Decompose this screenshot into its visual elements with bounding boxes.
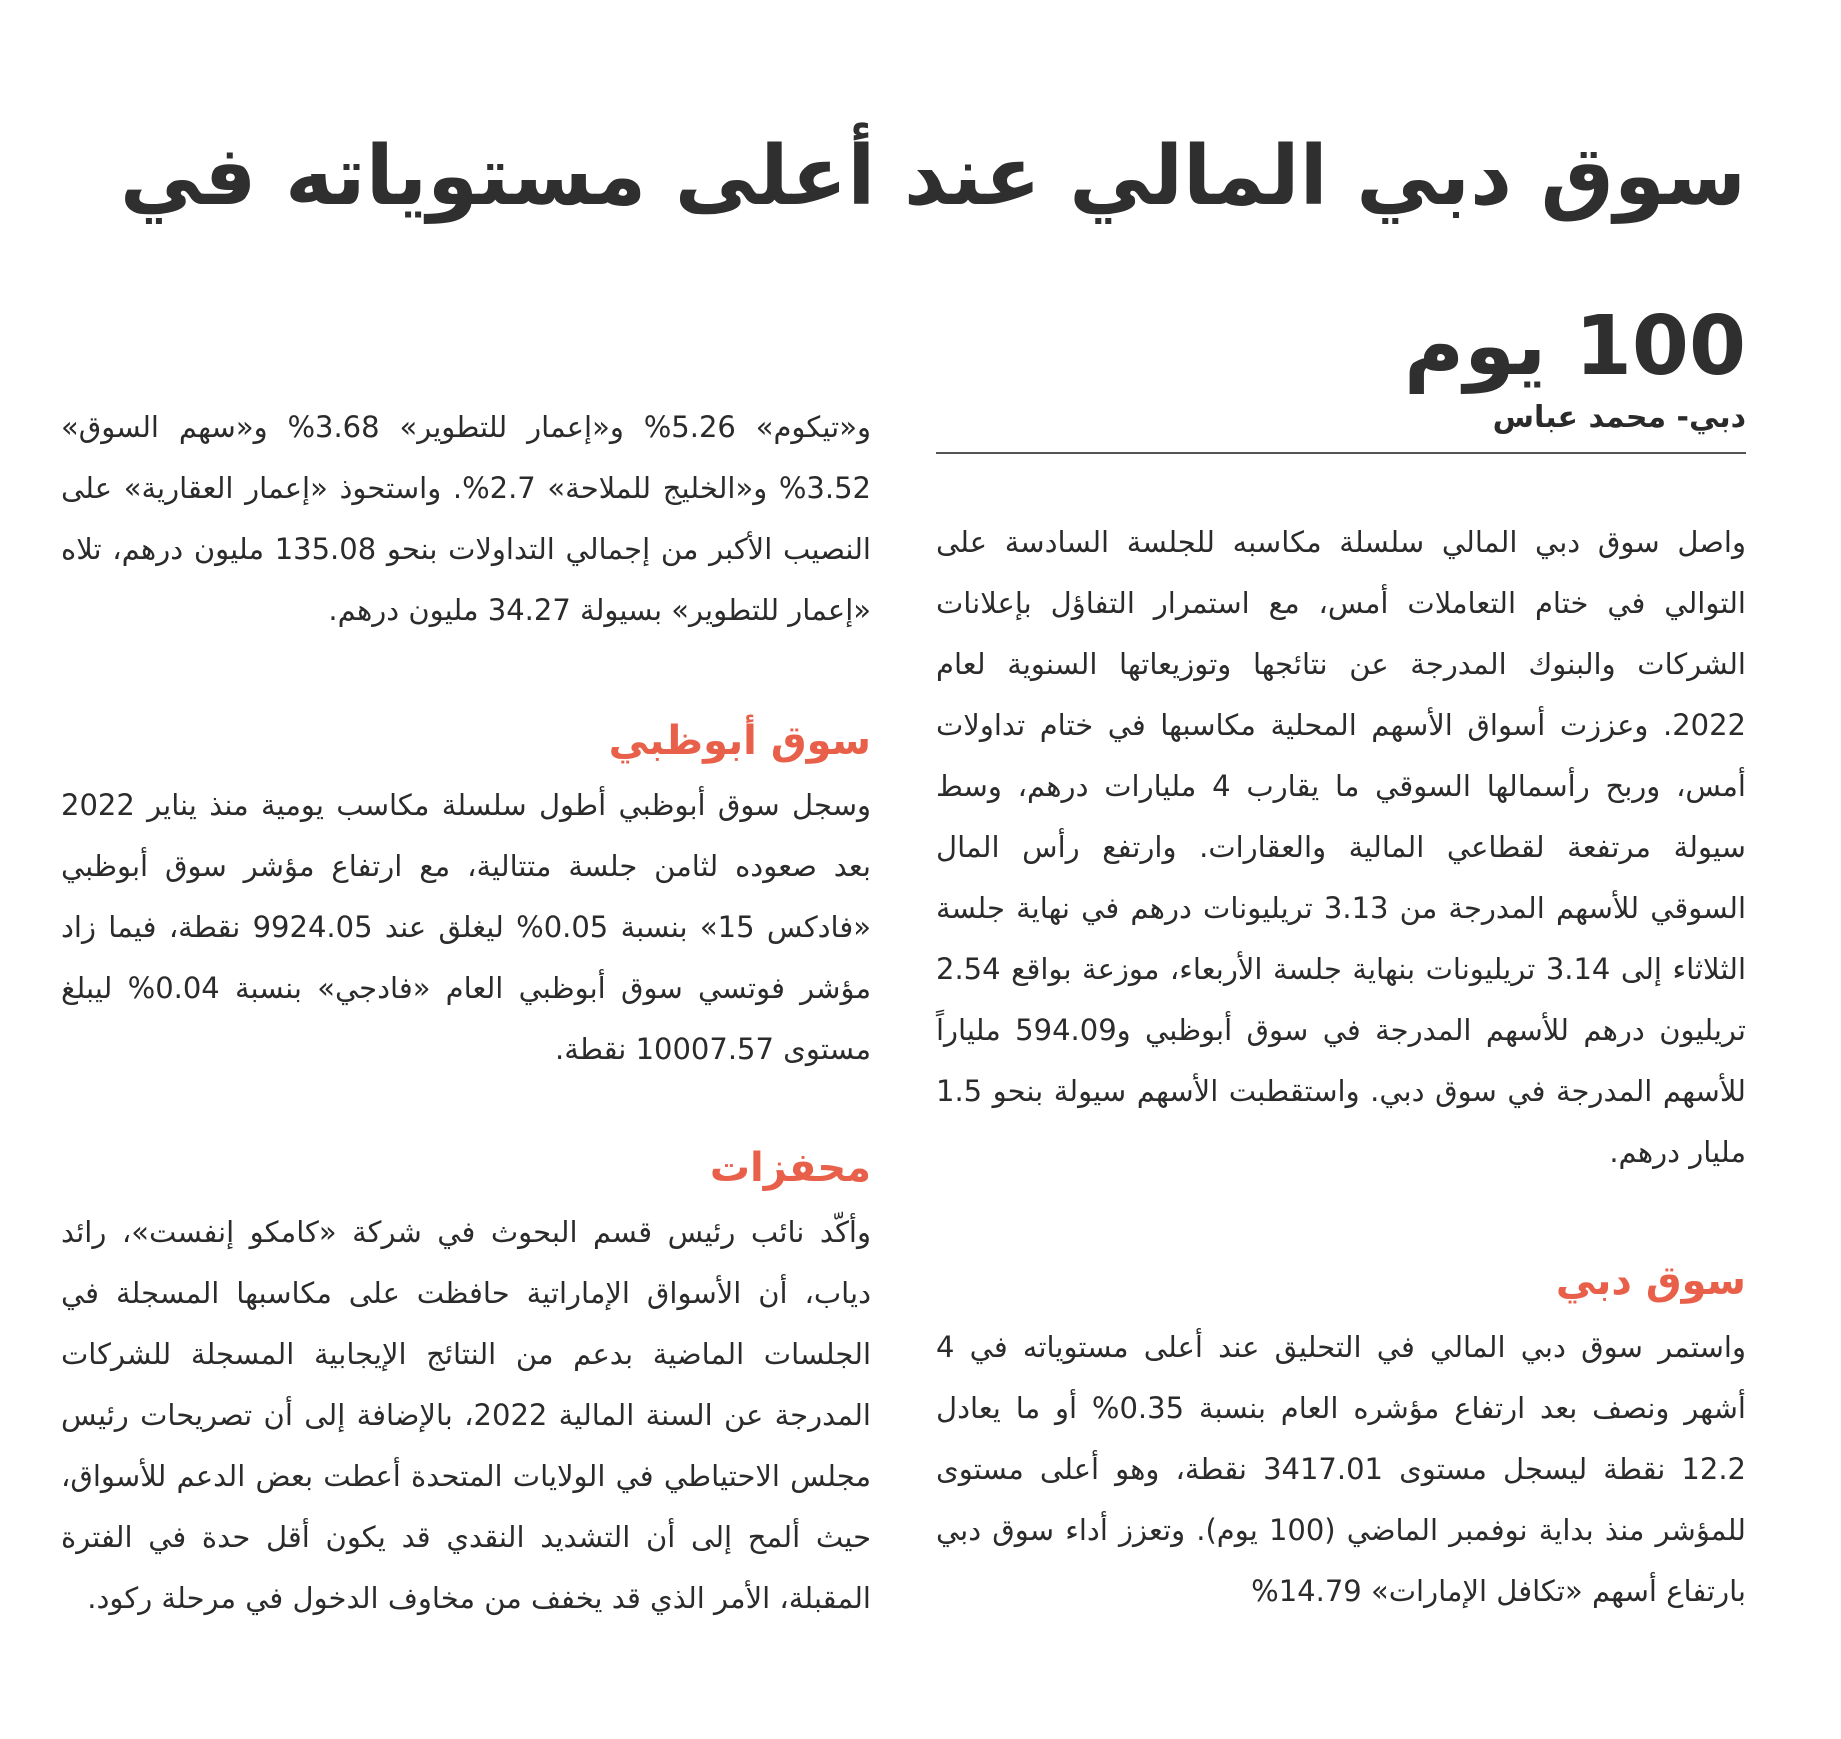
right-column bbox=[936, 390, 1746, 1622]
section-title-motivators: محفزات bbox=[709, 1145, 871, 1191]
motivators-paragraph: وأكّد نائب رئيس قسم البحوث في شركة «كامكو إنفست»، رائد دياب، أن الأسواق الإماراتية حافظت على مكاسبها المسجلة في الجلسات الماضية بدعم من النتائج الإيجابية المسجلة للشركات المدرجة عن السنة المالية 2022، بالإضافة إلى أن تصريحات رئيس مجلس الاحتياطي في الولايات المتحدة أعطت بعض الدعم للأسواق، حيث ألمح إلى أن التشديد النقدي قد يكون أقل حدة في الفترة المقبلة، الأمر الذي قد يخفف من مخاوف الدخول في مرحلة ركود. bbox=[61, 1215, 871, 1615]
abudhabi-market-paragraph: وسجل سوق أبوظبي أطول سلسلة مكاسب يومية منذ يناير 2022 بعد صعوده لثامن جلسة متتالية، مع ارتفاع مؤشر سوق أبوظبي «فادكس 15» بنسبة 0.05% ليغلق عند 9924.05 نقطة، فيما زاد مؤشر فوتسي سوق أبوظبي العام «فادجي» بنسبة 0.04% ليبلغ مستوى 10007.57 نقطة. bbox=[61, 788, 871, 1066]
section-title-dubai-market: سوق دبي bbox=[1555, 1258, 1746, 1304]
continuation-paragraph: و«تيكوم» 5.26% و«إعمار للتطوير» 3.68% و«سهم السوق» 3.52% و«الخليج للملاحة» 2.7%. واستحوذ «إعمار العقارية» على النصيب الأكبر من إجمالي التداولات بنحو 135.08 مليون درهم، تلاه «إعمار للتطوير» بسيولة 34.27 مليون درهم. bbox=[61, 410, 872, 627]
byline: دبي- محمد عباس bbox=[936, 390, 1746, 454]
dubai-market-paragraph: واستمر سوق دبي المالي في التحليق عند أعلى مستوياته في 4 أشهر ونصف بعد ارتفاع مؤشره العام بنسبة 0.35% أو ما يعادل 12.2 نقطة ليسجل مستوى 3417.01 نقطة، وهو أعلى مستوى للمؤشر منذ بداية نوفمبر الماضي (100 يوم). وتعزز أداء سوق دبي بارتفاع أسهم «تكافل الإمارات» 14.79% bbox=[936, 1330, 1747, 1608]
article-headline: سوق دبي المالي عند أعلى مستوياته في 100 يوم bbox=[119, 129, 1746, 394]
section-title-abudhabi-market: سوق أبوظبي bbox=[608, 718, 871, 764]
intro-paragraph: واصل سوق دبي المالي سلسلة مكاسبه للجلسة السادسة على التوالي في ختام التعاملات أمس، مع استمرار التفاؤل بإعلانات الشركات والبنوك المدرجة عن نتائجها وتوزيعاتها السنوية لعام 2022. وعززت أسواق الأسهم المحلية مكاسبها في ختام تداولات أمس، وربح رأسمالها السوقي ما يقارب 4 مليارات درهم، وسط سيولة مرتفعة لقطاعي المالية والعقارات. وارتفع رأس المال السوقي للأسهم المدرجة من 3.13 تريليونات درهم في نهاية جلسة الثلاثاء إلى 3.14 تريليونات بنهاية جلسة الأربعاء، موزعة بواقع 2.54 تريليون درهم للأسهم المدرجة في سوق أبوظبي و594.09 ملياراً للأسهم المدرجة في سوق دبي. واستقطبت الأسهم سيولة بنحو 1.5 مليار درهم. bbox=[936, 525, 1746, 1169]
left-column bbox=[61, 397, 871, 1629]
